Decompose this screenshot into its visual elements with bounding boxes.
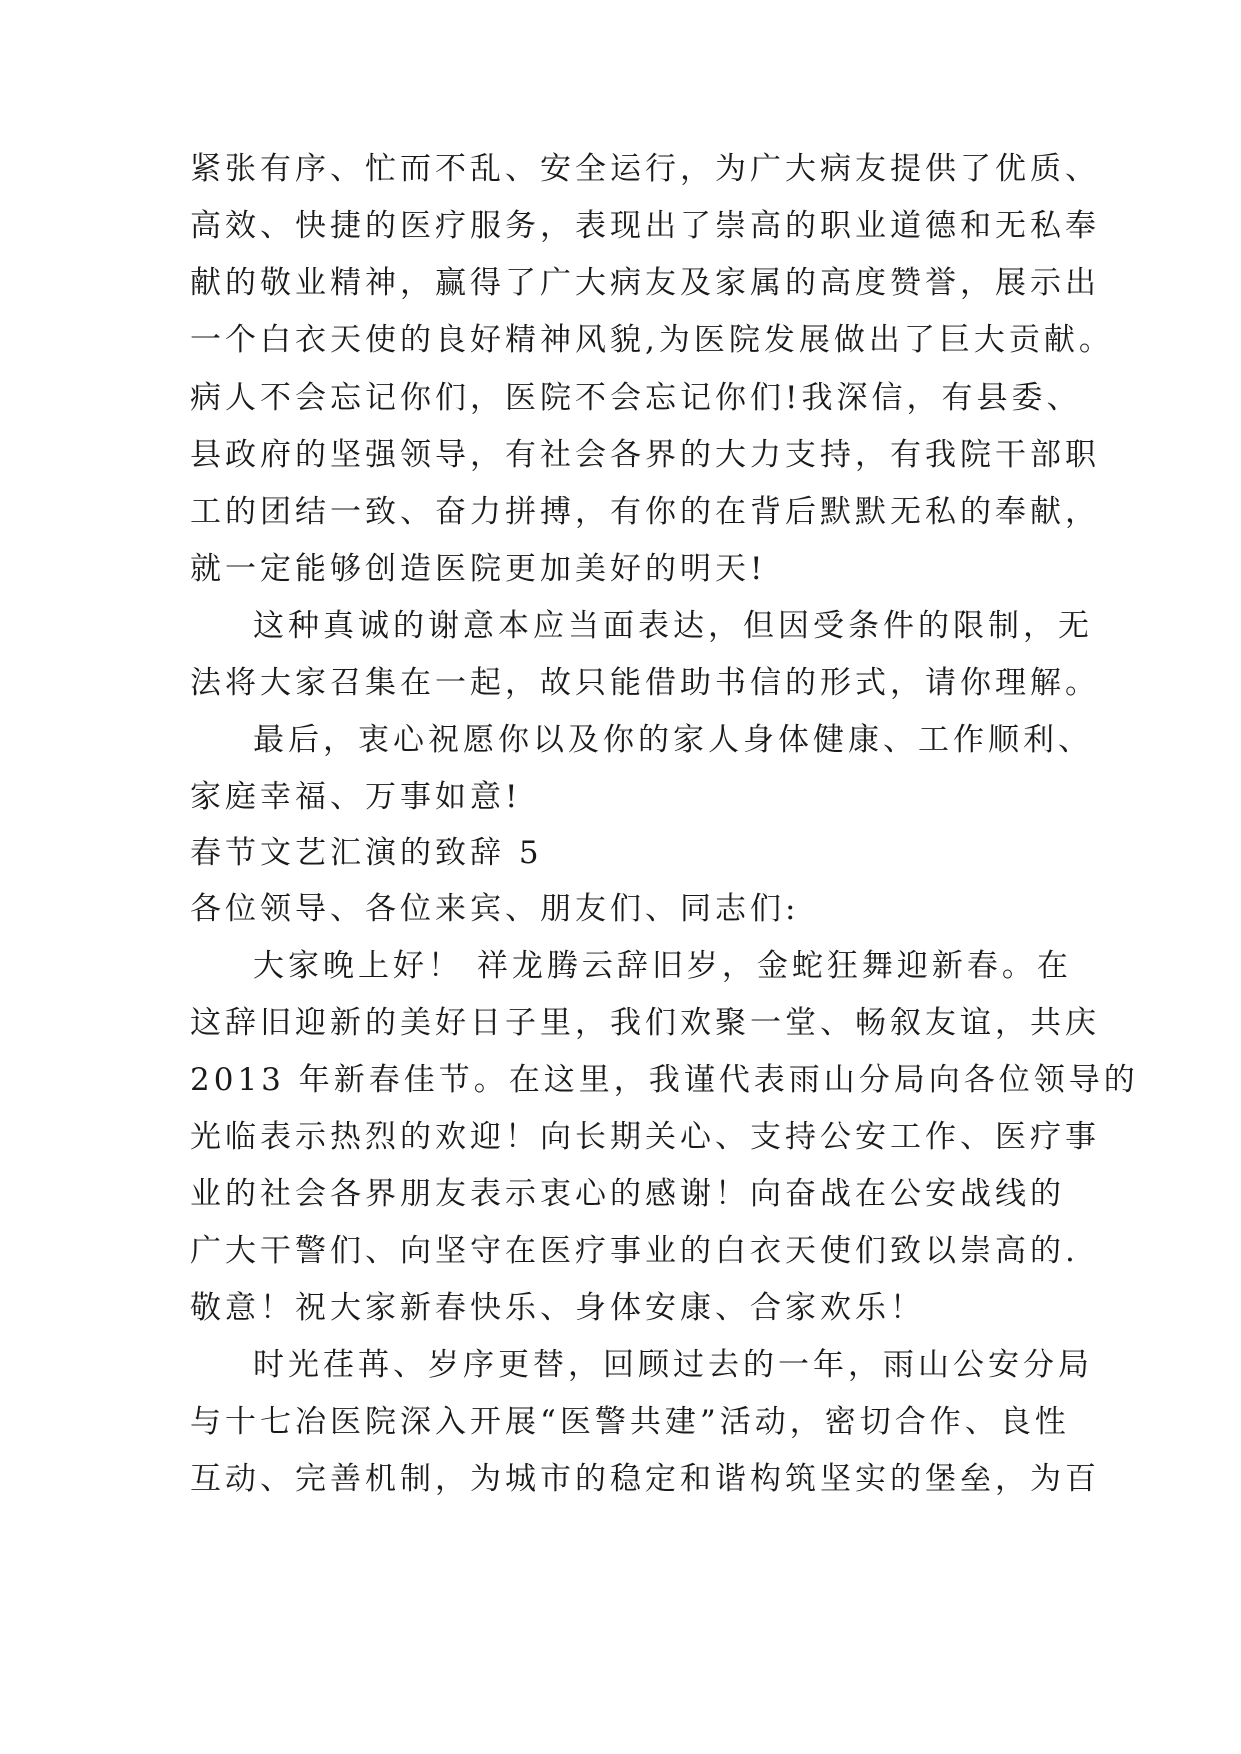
salutation: 各位领导、各位来宾、朋友们、同志们:: [190, 891, 800, 927]
text-line: 家庭幸福、万事如意!: [190, 779, 522, 815]
section-title: 春节文艺汇演的致辞 5: [190, 835, 543, 871]
text-line: 敬意！祝大家新春快乐、身体安康、合家欢乐！: [190, 1290, 925, 1326]
text-line: 时光荏苒、岁序更替，回顾过去的一年，雨山公安分局: [253, 1347, 1093, 1383]
text-line: 就一定能够创造医院更加美好的明天!: [190, 551, 767, 587]
text-line: 献的敬业精神，赢得了广大病友及家属的高度赞誉，展示出: [190, 265, 1100, 301]
text-line: 互动、完善机制，为城市的稳定和谐构筑坚实的堡垒，为百: [190, 1461, 1100, 1497]
text-line: 业的社会各界朋友表示衷心的感谢！向奋战在公安战线的: [190, 1176, 1065, 1212]
text-line: 大家晚上好！ 祥龙腾云辞旧岁，金蛇狂舞迎新春。在: [253, 948, 1072, 984]
text-line: 2013 年新春佳节。在这里，我谨代表雨山分局向各位领导的: [190, 1062, 1139, 1098]
text-line: 与十七冶医院深入开展“医警共建”活动，密切合作、良性: [190, 1404, 1070, 1440]
text-line: 广大干警们、向坚守在医疗事业的白衣天使们致以崇高的.: [190, 1233, 1079, 1269]
text-line: 高效、快捷的医疗服务，表现出了崇高的职业道德和无私奉: [190, 208, 1100, 244]
text-line: 最后，衷心祝愿你以及你的家人身体健康、工作顺利、: [253, 722, 1093, 758]
text-line: 县政府的坚强领导，有社会各界的大力支持，有我院干部职: [190, 437, 1100, 473]
text-line: 法将大家召集在一起，故只能借助书信的形式，请你理解。: [190, 665, 1100, 701]
text-line: 这辞旧迎新的美好日子里，我们欢聚一堂、畅叙友谊，共庆: [190, 1005, 1100, 1041]
text-line: 光临表示热烈的欢迎！向长期关心、支持公安工作、医疗事: [190, 1119, 1100, 1155]
text-line: 病人不会忘记你们，医院不会忘记你们!我深信，有县委、: [190, 380, 1082, 416]
text-line: 一个白衣天使的良好精神风貌,为医院发展做出了巨大贡献。: [190, 322, 1114, 358]
text-line: 工的团结一致、奋力拼搏，有你的在背后默默无私的奉献，: [190, 494, 1100, 530]
text-line: 紧张有序、忙而不乱、安全运行，为广大病友提供了优质、: [190, 151, 1100, 187]
text-line: 这种真诚的谢意本应当面表达，但因受条件的限制，无: [253, 608, 1093, 644]
